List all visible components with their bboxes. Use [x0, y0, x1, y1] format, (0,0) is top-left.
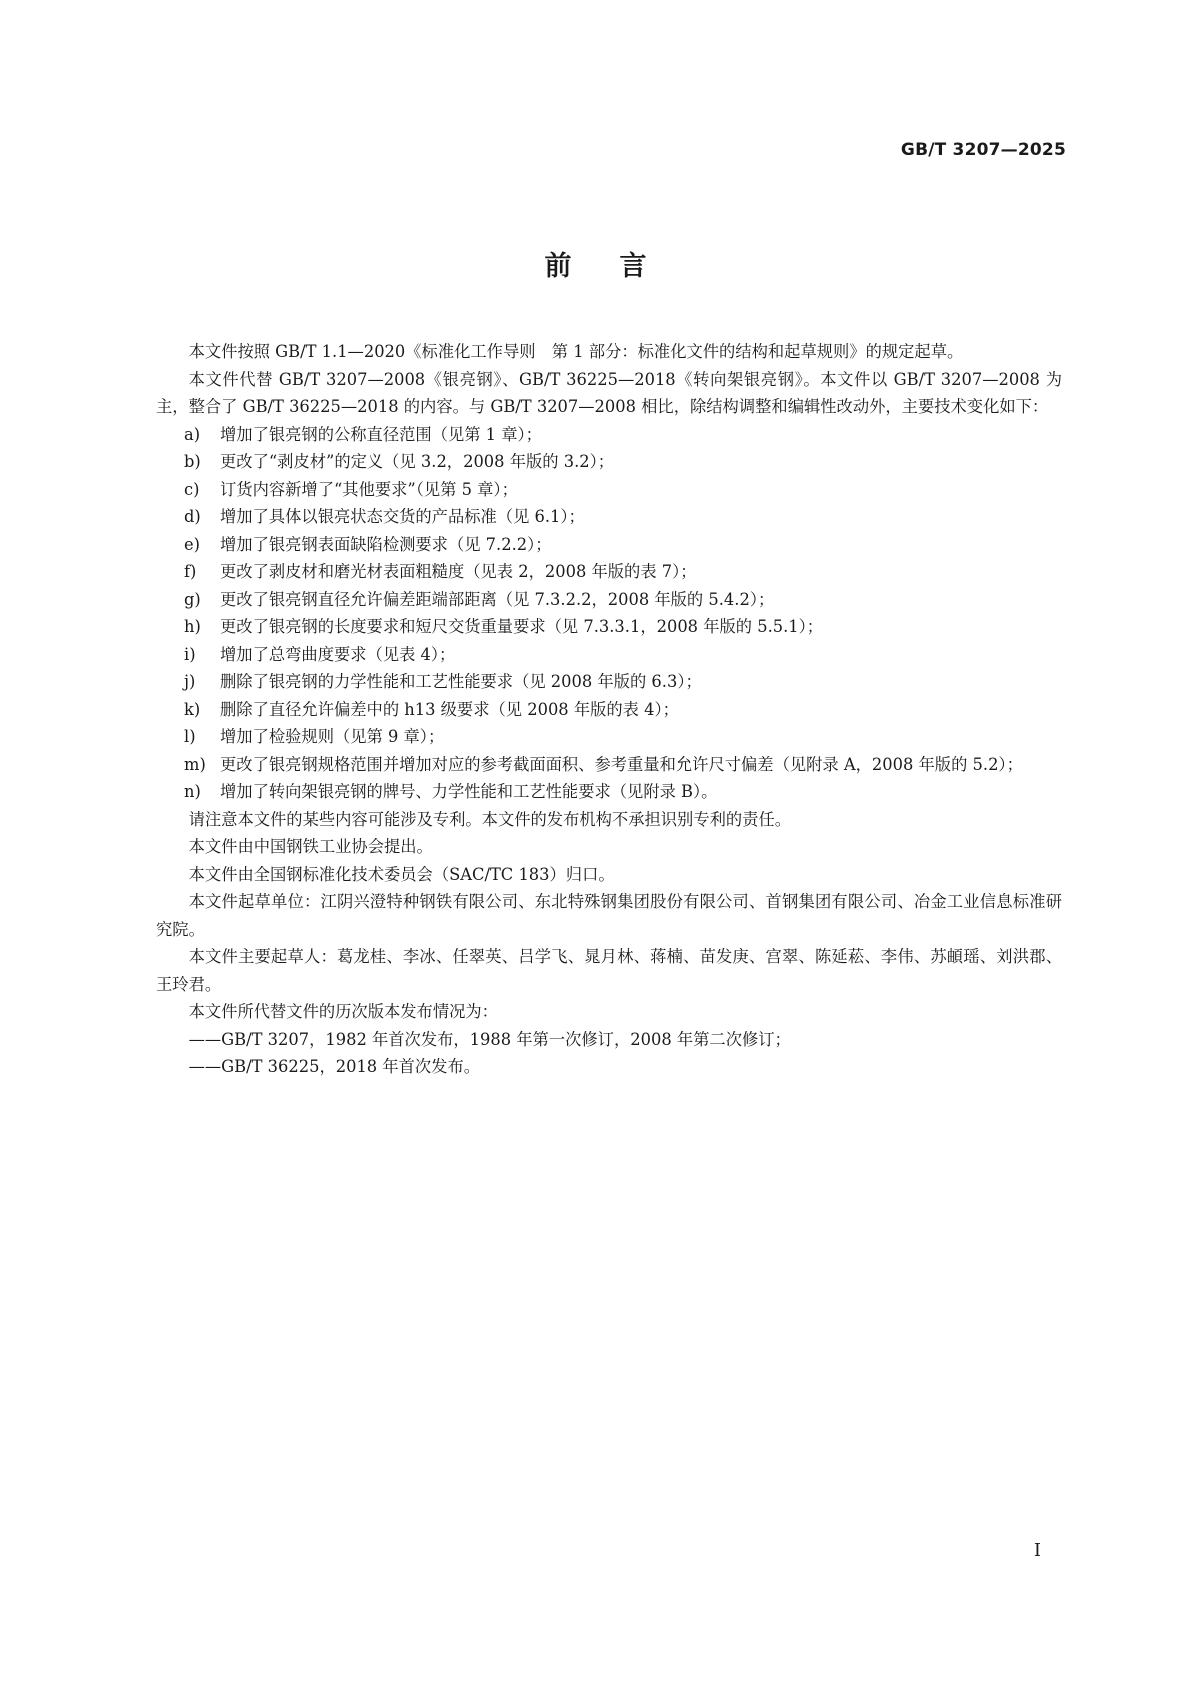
list-item [156, 448, 1062, 476]
paragraph-drafters: 本文件主要起草人：葛龙桂、李冰、任翠英、吕学飞、晁月林、蒋楠、苗发庚、宫翠、陈延菘、李伟、苏頔瑶、刘洪郡、王玲君。 [156, 947, 1062, 994]
list-item [156, 586, 1062, 614]
list-marker: e) [184, 534, 200, 554]
list-item-text: 订货内容新增了“其他要求”（见第 5 章）； [220, 479, 518, 499]
list-item [156, 641, 1062, 669]
list-marker: d) [184, 507, 201, 526]
list-item [156, 668, 1062, 696]
list-marker: l) [184, 727, 196, 746]
list-item-text: 更改了银亮钢规格范围并增加对应的参考截面面积、参考重量和允许尺寸偏差（见附录 A，2008 年版的 5.2）； [220, 754, 1023, 774]
list-item [156, 751, 1062, 779]
list-item-text: 增加了检验规则（见第 9 章）； [220, 727, 445, 746]
list-marker: f) [184, 562, 197, 581]
paragraph-drafting-units: 本文件起草单位：江阴兴澄特种钢铁有限公司、东北特殊钢集团股份有限公司、首钢集团有限公司、冶金工业信息标准研究院。 [156, 892, 1062, 939]
paragraph-committee: 本文件由全国钢标准化技术委员会（SAC/TC 183）归口。 [188, 864, 615, 884]
list-marker: i) [184, 644, 196, 664]
paragraph-drafting-rules: 本文件按照 GB/T 1.1—2020《标准化工作导则 第 1 部分：标准化文件的结构和起草规则》的规定起草。 [188, 342, 964, 361]
list-item-text: 更改了剥皮材和磨光材表面粗糙度（见表 2，2008 年版的表 7）； [220, 562, 697, 581]
list-item-text: 更改了银亮钢直径允许偏差距端部距离（见 7.3.2.2，2008 年版的 5.4.2）； [220, 589, 775, 609]
list-item [156, 476, 1062, 504]
list-item [156, 531, 1062, 559]
list-marker: k) [184, 699, 201, 719]
paragraph-patent-notice: 请注意本文件的某些内容可能涉及专利。本文件的发布机构不承担识别专利的责任。 [188, 809, 792, 829]
list-item-text: 增加了总弯曲度要求（见表 4）； [220, 644, 456, 664]
history-item: ——GB/T 36225，2018 年首次发布。 [188, 1057, 481, 1076]
list-marker: h) [184, 617, 201, 636]
list-item [156, 778, 1062, 806]
paragraph-replacement: 本文件代替 GB/T 3207—2008《银亮钢》、GB/T 36225—2018《转向架银亮钢》。本文件以 GB/T 3207—2008 为主，整合了 GB/T 36225—2018 的内容。与 GB/T 3207—2008 相比，除结构调整和编辑性改动外，主要技术变化如下： [156, 369, 1062, 416]
list-item [156, 696, 1062, 724]
list-item-text: 删除了银亮钢的力学性能和工艺性能要求（见 2008 年版的 6.3）； [220, 672, 702, 691]
list-marker: g) [184, 589, 201, 609]
list-item [156, 613, 1062, 641]
list-item [156, 558, 1062, 586]
list-marker: n) [184, 782, 201, 801]
standard-number: GB/T 3207—2025 [900, 140, 1066, 160]
list-item [156, 723, 1062, 751]
list-item [156, 421, 1062, 449]
list-item-text: 删除了直径允许偏差中的 h13 级要求（见 2008 年版的表 4）； [220, 699, 679, 719]
changes-list [156, 421, 1062, 806]
list-item-text: 增加了具体以银亮状态交货的产品标准（见 6.1）； [220, 507, 585, 526]
list-item-text: 更改了“剥皮材”的定义（见 3.2，2008 年版的 3.2）； [220, 452, 615, 471]
document-body [156, 338, 1062, 1081]
list-marker: b) [184, 452, 201, 471]
paragraph-history-intro: 本文件所代替文件的历次版本发布情况为： [188, 1002, 498, 1021]
list-item-text: 更改了银亮钢的长度要求和短尺交货重量要求（见 7.3.3.1，2008 年版的 5.5.1）； [220, 617, 824, 636]
list-marker: a) [184, 424, 201, 444]
list-item-text: 增加了银亮钢的公称直径范围（见第 1 章）； [220, 424, 542, 444]
list-item [156, 503, 1062, 531]
list-marker: j) [184, 672, 196, 691]
page-title: 前言 [544, 251, 695, 282]
paragraph-proposer: 本文件由中国钢铁工业协会提出。 [188, 837, 433, 856]
page-number: I [1033, 1540, 1041, 1561]
list-marker: c) [184, 479, 200, 499]
list-item-text: 增加了转向架银亮钢的牌号、力学性能和工艺性能要求（见附录 B）。 [220, 782, 718, 801]
list-marker: m) [184, 754, 206, 774]
history-item: ——GB/T 3207，1982 年首次发布，1988 年第一次修订，2008 年第二次修订； [188, 1029, 791, 1049]
list-item-text: 增加了银亮钢表面缺陷检测要求（见 7.2.2）； [220, 534, 552, 554]
